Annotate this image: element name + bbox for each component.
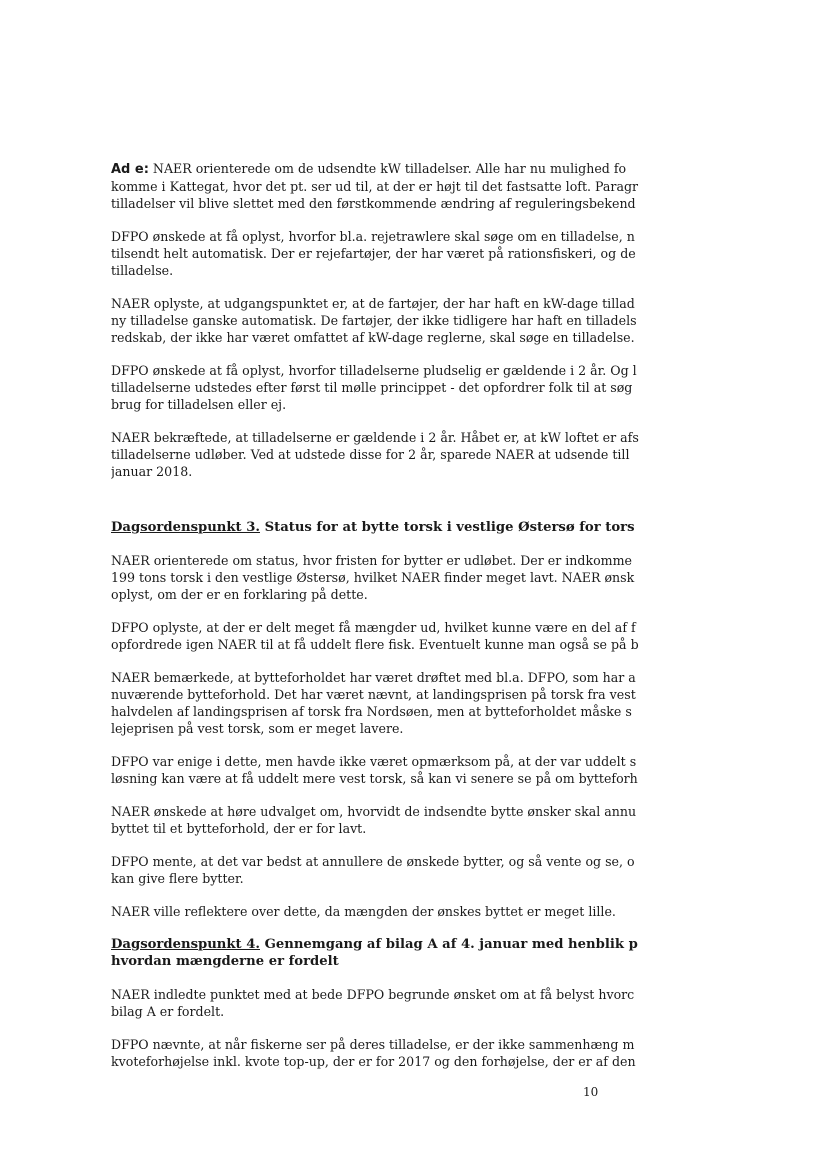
text-line: DFPO ønskede at få oplyst, hvorfor bl.a. rejetrawlere skal søge om en tilladelse, n	[111, 229, 635, 244]
text-line: DFPO var enige i dette, men havde ikke været opmærksom på, at der var uddelt s	[111, 754, 637, 769]
text-line: tilsendt helt automatisk. Der er rejefartøjer, der har været på rationsfiskeri, og de	[111, 246, 636, 261]
text-line: januar 2018.	[111, 464, 193, 479]
text-line: 199 tons torsk i den vestlige Østersø, hvilket NAER finder meget lavt. NAER ønsk	[111, 570, 635, 585]
paragraph-3-7	[111, 903, 828, 920]
text-line: NAER indledte punktet med at bede DFPO begrunde ønsket om at få belyst hvorc	[111, 987, 635, 1002]
agenda-item-4-label: Dagsordenspunkt 4.	[111, 937, 260, 952]
paragraph-ad-e-3	[111, 295, 828, 346]
paragraph-ad-e-4	[111, 362, 828, 413]
text-line: bilag A er fordelt.	[111, 1004, 225, 1019]
paragraph-3-4	[111, 753, 828, 787]
document-body	[111, 160, 828, 1070]
text-line: løsning kan være at få uddelt mere vest torsk, så kan vi senere se på om bytteforh	[111, 771, 638, 786]
text-line: lejeprisen på vest torsk, som er meget lavere.	[111, 721, 404, 736]
paragraph-3-1	[111, 552, 828, 603]
text-line: nuværende bytteforhold. Det har været nævnt, at landingsprisen på torsk fra vest	[111, 687, 636, 702]
agenda-item-3-heading	[111, 519, 828, 536]
paragraph-3-5	[111, 803, 828, 837]
text-line: redskab, der ikke har været omfattet af kW-dage reglerne, skal søge en tilladelse.	[111, 330, 635, 345]
text-line: NAER ønskede at høre udvalget om, hvorvidt de indsendte bytte ønsker skal annu	[111, 804, 637, 819]
text-line: NAER ville reflektere over dette, da mængden der ønskes byttet er meget lille.	[111, 904, 616, 919]
text-line: tilladelserne udstedes efter først til mølle princippet - det opfordrer folk til at søg	[111, 380, 633, 395]
paragraph-4-1	[111, 986, 828, 1020]
page-number: 10	[583, 1085, 599, 1099]
paragraph-ad-e-1	[111, 160, 828, 212]
agenda-item-4-title: Gennemgang af bilag A af 4. januar med henblik p	[259, 937, 638, 952]
text-line: tilladelse.	[111, 263, 174, 278]
ad-e-label: Ad e:	[111, 162, 149, 177]
paragraph-ad-e-2	[111, 228, 828, 279]
text-line: opfordrede igen NAER til at få uddelt flere fisk. Eventuelt kunne man også se på b	[111, 637, 639, 652]
text-line: tilladelser vil blive slettet med den førstkommende ændring af reguleringsbekend	[111, 196, 636, 211]
text-line: ny tilladelse ganske automatisk. De fartøjer, der ikke tidligere har haft en tilladels	[111, 313, 637, 328]
text-line: NAER oplyste, at udgangspunktet er, at de fartøjer, der har haft en kW-dage tillad	[111, 296, 635, 311]
text-line: NAER orienterede om status, hvor fristen for bytter er udløbet. Der er indkomme	[111, 553, 633, 568]
text-line: tilladelserne udløber. Ved at udstede disse for 2 år, sparede NAER at udsende till	[111, 447, 630, 462]
text-line: oplyst, om der er en forklaring på dette.	[111, 587, 368, 602]
text-line: brug for tilladelsen eller ej.	[111, 397, 287, 412]
text-line: kvoteforhøjelse inkl. kvote top-up, der er for 2017 og den forhøjelse, der er af den	[111, 1054, 636, 1069]
paragraph-3-3	[111, 669, 828, 737]
agenda-item-3-title: Status for at bytte torsk i vestlige Østersø for tors	[259, 520, 635, 535]
text-line: komme i Kattegat, hvor det pt. ser ud til, at der er højt til det fastsatte loft. Paragr	[111, 179, 639, 194]
agenda-item-3-label: Dagsordenspunkt 3.	[111, 520, 260, 535]
paragraph-ad-e-5	[111, 429, 828, 480]
text-line: kan give flere bytter.	[111, 871, 244, 886]
paragraph-3-6	[111, 853, 828, 887]
agenda-item-4-heading	[111, 936, 828, 970]
text-line: byttet til et bytteforhold, der er for lavt.	[111, 821, 367, 836]
text-line: DFPO mente, at det var bedst at annullere de ønskede bytter, og så vente og se, o	[111, 854, 635, 869]
text-line: NAER orienterede om de udsendte kW tilladelser. Alle har nu mulighed fo	[148, 161, 627, 176]
text-line: DFPO nævnte, at når fiskerne ser på deres tilladelse, er der ikke sammenhæng m	[111, 1037, 635, 1052]
paragraph-3-2	[111, 619, 828, 653]
agenda-item-4-title-continued: hvordan mængderne er fordelt	[111, 954, 339, 969]
text-line: DFPO ønskede at få oplyst, hvorfor tilladelserne pludselig er gældende i 2 år. Og l	[111, 363, 637, 378]
text-line: NAER bekræftede, at tilladelserne er gældende i 2 år. Håbet er, at kW loftet er afs	[111, 430, 639, 445]
text-line: NAER bemærkede, at bytteforholdet har været drøftet med bl.a. DFPO, som har a	[111, 670, 636, 685]
text-line: halvdelen af landingsprisen af torsk fra Nordsøen, men at bytteforholdet måske s	[111, 704, 632, 719]
paragraph-4-2	[111, 1036, 828, 1070]
text-line: DFPO oplyste, at der er delt meget få mængder ud, hvilket kunne være en del af f	[111, 620, 636, 635]
